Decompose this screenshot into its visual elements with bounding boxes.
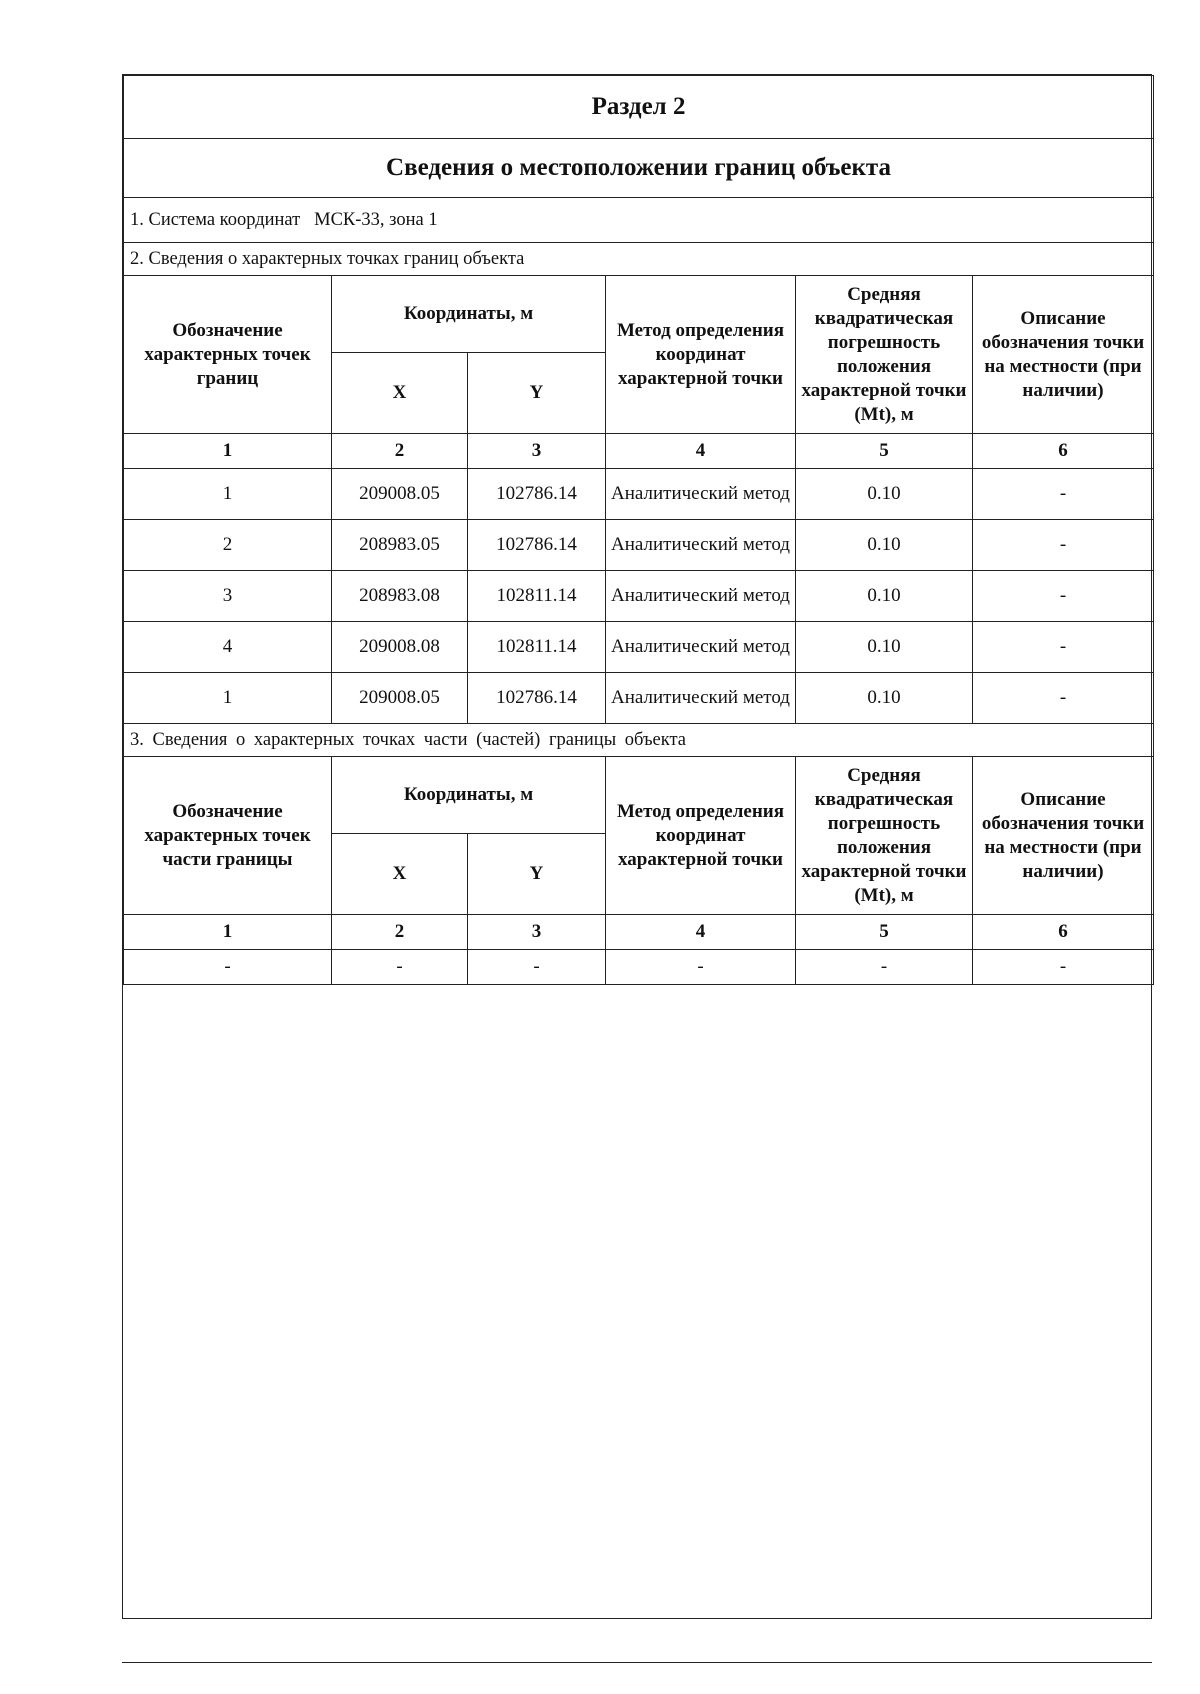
method-header: Метод определения координат характерной точки — [606, 276, 796, 434]
column-number: 1 — [124, 915, 332, 950]
mt-value: 0.10 — [796, 520, 973, 571]
page-bottom-rule — [122, 1662, 1152, 1663]
y-value: 102811.14 — [468, 622, 606, 673]
x-value: 208983.08 — [332, 571, 468, 622]
method-value: Аналитический метод — [606, 520, 796, 571]
y-header: Y — [468, 353, 606, 434]
point-id: 3 — [124, 571, 332, 622]
column-number: 5 — [796, 434, 973, 469]
designation-header: Обозначение характерных точек границ — [124, 276, 332, 434]
column-number: 3 — [468, 915, 606, 950]
mt-value: 0.10 — [796, 622, 973, 673]
x-value: - — [332, 950, 468, 985]
y-value: - — [468, 950, 606, 985]
x-header: X — [332, 834, 468, 915]
mt-value: 0.10 — [796, 571, 973, 622]
mt-value: 0.10 — [796, 673, 973, 724]
description-value: - — [973, 469, 1154, 520]
y-value: 102786.14 — [468, 469, 606, 520]
x-value: 209008.05 — [332, 469, 468, 520]
table-row — [124, 571, 1154, 622]
column-number: 2 — [332, 915, 468, 950]
description-value: - — [973, 622, 1154, 673]
column-numbers-row — [124, 434, 1154, 469]
error-header: Средняя квадратическая погрешность положения характерной точки (Mt), м — [796, 276, 973, 434]
method-value: Аналитический метод — [606, 469, 796, 520]
document-frame — [122, 74, 1152, 1619]
column-number: 5 — [796, 915, 973, 950]
method-value: Аналитический метод — [606, 571, 796, 622]
description-header: Описание обозначения точки на местности (при наличии) — [973, 276, 1154, 434]
y-value: 102786.14 — [468, 673, 606, 724]
point-id: 4 — [124, 622, 332, 673]
x-value: 208983.05 — [332, 520, 468, 571]
designation-header: Обозначение характерных точек части границы — [124, 757, 332, 915]
mt-value: 0.10 — [796, 469, 973, 520]
x-value: 209008.05 — [332, 673, 468, 724]
description-value: - — [973, 950, 1154, 985]
coordinates-header: Координаты, м — [332, 757, 606, 834]
column-numbers-row — [124, 915, 1154, 950]
method-value: - — [606, 950, 796, 985]
column-number: 4 — [606, 434, 796, 469]
coordinate-system: 1. Система координат МСК-33, зона 1 — [124, 198, 1154, 243]
error-header: Средняя квадратическая погрешность положения характерной точки (Mt), м — [796, 757, 973, 915]
point-id: 1 — [124, 673, 332, 724]
section-title: Сведения о местоположении границ объекта — [124, 139, 1154, 198]
column-number: 6 — [973, 434, 1154, 469]
parts-heading: 3. Сведения о характерных точках части (частей) границы объекта — [124, 724, 1154, 757]
table-row — [124, 520, 1154, 571]
y-header: Y — [468, 834, 606, 915]
point-id: 1 — [124, 469, 332, 520]
method-value: Аналитический метод — [606, 622, 796, 673]
table-row — [124, 673, 1154, 724]
point-id: 2 — [124, 520, 332, 571]
column-number: 6 — [973, 915, 1154, 950]
y-value: 102811.14 — [468, 571, 606, 622]
column-number: 4 — [606, 915, 796, 950]
point-id: - — [124, 950, 332, 985]
description-header: Описание обозначения точки на местности (при наличии) — [973, 757, 1154, 915]
table-row — [124, 950, 1154, 985]
y-value: 102786.14 — [468, 520, 606, 571]
section-label: Раздел 2 — [124, 76, 1154, 139]
x-header: X — [332, 353, 468, 434]
description-value: - — [973, 520, 1154, 571]
column-number: 3 — [468, 434, 606, 469]
coordinates-header: Координаты, м — [332, 276, 606, 353]
x-value: 209008.08 — [332, 622, 468, 673]
table-row — [124, 622, 1154, 673]
column-number: 2 — [332, 434, 468, 469]
mt-value: - — [796, 950, 973, 985]
method-value: Аналитический метод — [606, 673, 796, 724]
description-value: - — [973, 571, 1154, 622]
description-value: - — [973, 673, 1154, 724]
method-header: Метод определения координат характерной точки — [606, 757, 796, 915]
section-table — [123, 75, 1154, 985]
table-row — [124, 469, 1154, 520]
points-heading: 2. Сведения о характерных точках границ объекта — [124, 243, 1154, 276]
column-number: 1 — [124, 434, 332, 469]
